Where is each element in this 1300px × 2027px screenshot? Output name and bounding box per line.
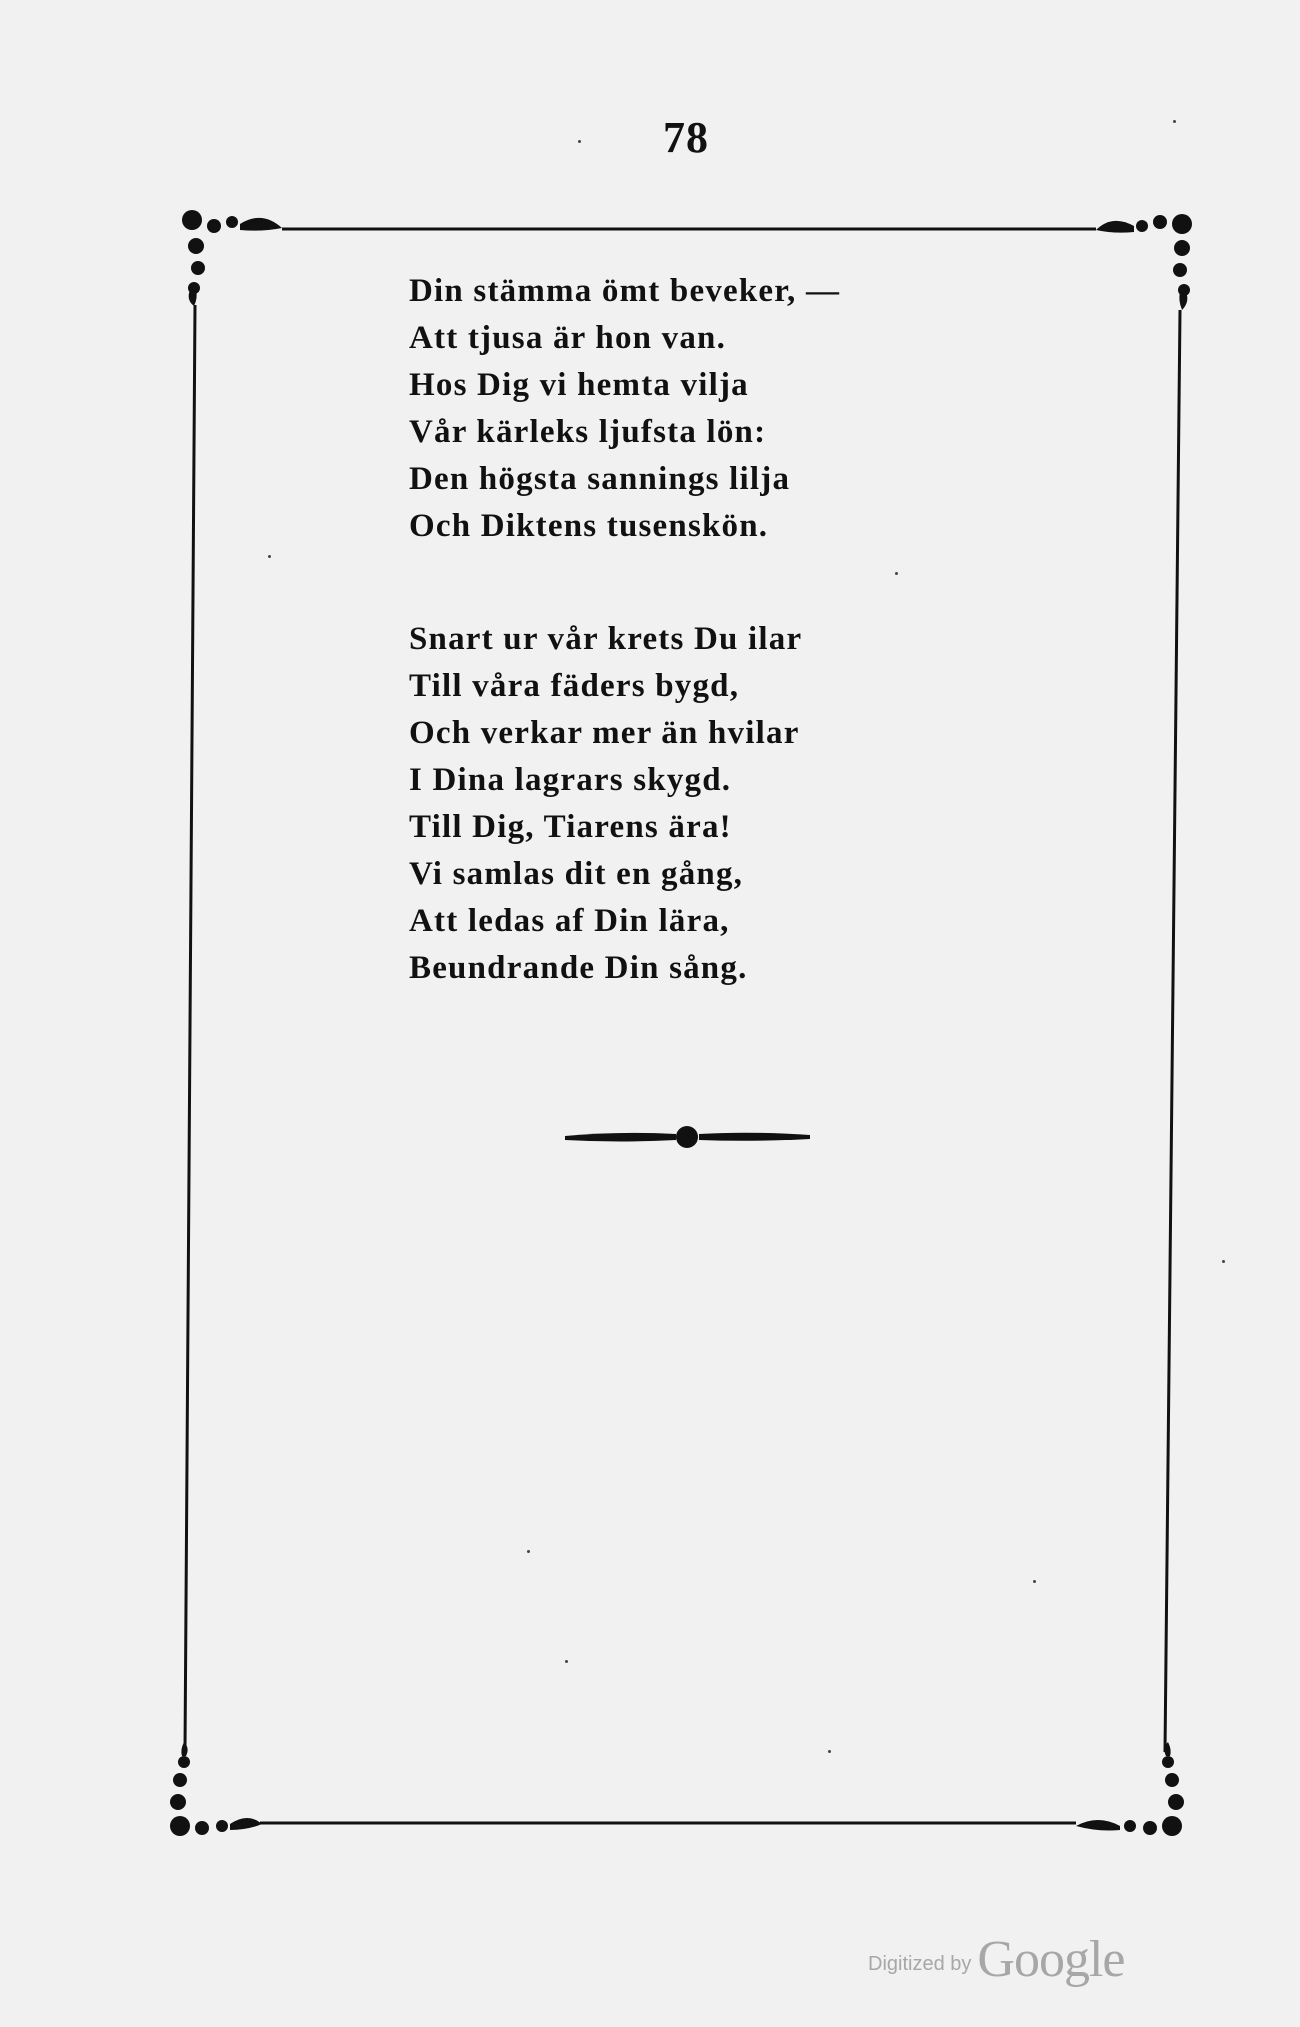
poem-line: Vi samlas dit en gång, xyxy=(409,856,744,892)
corner-ornament-bottom-right xyxy=(1076,1742,1184,1836)
digitized-by-label: Digitized by xyxy=(868,1953,972,1975)
scan-speck xyxy=(828,1750,831,1753)
corner-ornament-top-right xyxy=(1096,214,1192,310)
digitized-by-watermark xyxy=(868,1930,1124,1989)
poem xyxy=(409,268,840,992)
poem-line: Snart ur vår krets Du ilar xyxy=(409,621,803,657)
scan-speck xyxy=(1173,120,1176,123)
stanza-1 xyxy=(409,268,840,550)
page-number: 78 xyxy=(663,113,709,162)
poem-line: Att ledas af Din lära, xyxy=(409,903,730,939)
poem-line: Och Diktens tusenskön. xyxy=(409,508,769,544)
poem-line: Att tjusa är hon van. xyxy=(409,320,727,356)
scan-speck xyxy=(268,555,271,558)
poem-line: I Dina lagrars skygd. xyxy=(409,762,732,798)
corner-ornament-bottom-left xyxy=(170,1742,262,1836)
divider-ornament xyxy=(565,1126,810,1148)
poem-line: Till Dig, Tiarens ära! xyxy=(409,809,732,845)
poem-line: Till våra fäders bygd, xyxy=(409,668,740,704)
poem-line: Och verkar mer än hvilar xyxy=(409,715,800,751)
poem-line: Hos Dig vi hemta vilja xyxy=(409,367,749,403)
border-left-line xyxy=(185,305,195,1750)
scan-speck xyxy=(578,140,581,143)
poem-line: Din stämma ömt beveker, — xyxy=(409,273,841,309)
poem-line: Den högsta sannings lilja xyxy=(409,461,791,497)
stanza-2 xyxy=(409,616,840,992)
scan-speck xyxy=(1033,1580,1036,1583)
scan-speck xyxy=(895,572,898,575)
poem-line: Vår kärleks ljufsta lön: xyxy=(409,414,767,450)
poem-line: Beundrande Din sång. xyxy=(409,950,748,986)
border-right-line xyxy=(1165,310,1180,1752)
scan-speck xyxy=(1222,1260,1225,1263)
corner-ornament-top-left xyxy=(182,210,282,306)
scan-speck xyxy=(527,1550,530,1553)
google-logo: Google xyxy=(977,1931,1125,1988)
scan-speck xyxy=(565,1660,568,1663)
